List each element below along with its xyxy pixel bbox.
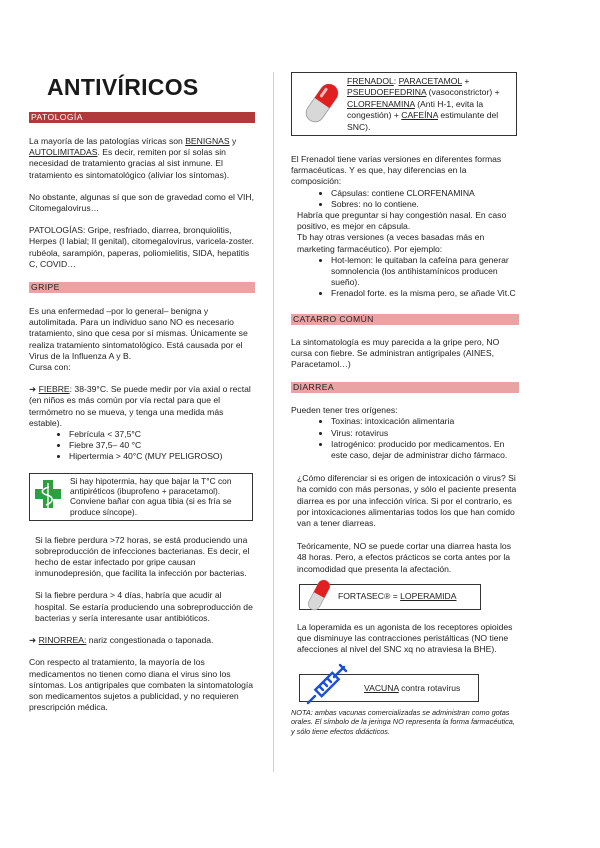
paragraph-catarro: La sintomatología es muy parecida a la gripe pero, NO cursa con fiebre. Se administran antigripales (AINES, Paracetamol…): [291, 336, 500, 370]
paragraph-frenadol-versiones: El Frenadol tiene varias versiones en diferentes formas farmacéuticas. Y es que, hay diferencias en la composición:: [291, 154, 502, 187]
section-header-diarrea: DIARREA: [291, 382, 519, 393]
paracetamol-term: PARACETAMOL: [398, 76, 462, 86]
page-title: ANTIVÍRICOS: [47, 74, 199, 100]
fortasec-text: FORTASEC® = LOPERAMIDA: [338, 590, 457, 601]
fortasec-box: [299, 584, 481, 610]
vacuna-text: VACUNA contra rotavirus: [364, 682, 461, 693]
paragraph-cortar-diarrea: Teóricamente, NO se puede cortar una diarrea hasta los 48 horas. Pero, a efectos prácticos se corta antes por la incomodidad que presenta la afectación.: [297, 541, 512, 574]
list-item: • Febrícula < 37,5°C: [69, 429, 255, 440]
paragraph-fiebre-72h: Si la fiebre perdura >72 horas, se está produciendo una sobreproducción de infecciones bacterianas. Es decir, el hecho de estar infectado por gripe causan inmunodepresión, que facilita la infección por bacterias.: [35, 534, 250, 579]
pseudoefedrina-term: PSEUDOEFEDRINA: [347, 87, 427, 98]
frenadol-forms-list: [291, 188, 519, 210]
paragraph-fiebre: ➜ FIEBRE: 38-39°C. Se puede medir por vía axial o rectal (en niños es más común por vía rectal para que el termómetro no se mueva, y tenga una medida más estable).: [29, 384, 251, 428]
list-item: • Fiebre 37,5– 40 °C: [69, 440, 255, 451]
paragraph-fiebre-4dias: Si la fiebre perdura > 4 días, habría que acudir al hospital. Se estaría produciendo una sobreproducción de bacterias y sería interesante usar antibióticos.: [35, 590, 253, 623]
vacuna-term: VACUNA: [364, 682, 399, 693]
rinorrea-term: RINORREA:: [38, 635, 87, 646]
paragraph-loperamida: La loperamida es un agonista de los receptores opioides que disminuye las contracciones peristálticas (NO tiene afecciones al nivel del SNC xq no atraviesa la BHE).: [297, 621, 513, 655]
nota-vacunas: NOTA: ambas vacunas comercializadas se administran como gotas orales. El símbolo de la jeringa NO representa la forma farmacéutica, y sólo tiene efectos didácticos.: [291, 707, 515, 736]
clorfenamina-term: CLORFENAMINA: [347, 98, 415, 109]
section-header-catarro: CATARRO COMÚN: [291, 314, 519, 325]
left-column: [29, 70, 255, 713]
fiebre-list: [29, 429, 255, 463]
cafeina-term: CAFEÍNA: [401, 110, 439, 121]
paragraph-congestion: Habría que preguntar si hay congestión nasal. En caso positivo, es mejor en cápsula.: [297, 210, 507, 232]
paragraph-diarrea-origenes: Pueden tener tres orígenes:: [291, 405, 398, 416]
list-item: • Cápsulas: contiene CLORFENAMINA: [331, 188, 519, 199]
diarrea-origins-list: [291, 416, 519, 461]
paragraph-gripe-intro: Es una enfermedad –por lo general– benigna y autolimitada. Para un individuo sano NO es necesario tratamiento, sino que cesa por sí mismas. Únicamente se realiza tratamiento sintomatológico. Está causada por el Virus de la Influenza A y B.: [29, 306, 248, 361]
autolimitadas-term: AUTOLIMITADAS: [29, 147, 98, 158]
pill-icon: [302, 79, 342, 127]
right-column: [291, 72, 519, 736]
vacuna-box: [299, 674, 479, 702]
paragraph-patologia-intro: La mayoría de las patologías víricas son BENIGNAS y AUTOLIMITADAS. Es decir, remiten por sí solas sin necesidad de tratamiento gracias al sist inmune. El tratamiento es sintomatológico (aliviar los síntomas).: [29, 136, 237, 180]
list-item: • Hipertermia > 40°C (MUY PELIGROSO): [69, 451, 255, 462]
paragraph-cursa-con: Cursa con:: [29, 362, 71, 373]
frenadol-term: FRENADOL: [347, 76, 394, 86]
fortasec-term: FORTASEC: [338, 590, 384, 601]
list-item: • Frenadol forte. es la misma pero, se añade Vit.C: [331, 288, 519, 299]
section-header-gripe: GRIPE: [29, 282, 255, 293]
list-item: • Virus: rotavirus: [331, 428, 519, 439]
paragraph-patologias-list: PATOLOGÍAS: Gripe, resfriado, diarrea, bronquiolitis, Herpes (I labial; II genital), citomegalovirus, varicela-zoster. rubéola, sarampión, paperas, poliomielitis, SIDA, hepatitis C, COVID…: [29, 225, 254, 269]
syringe-icon: [304, 663, 348, 707]
benignas-term: BENIGNAS: [185, 136, 230, 146]
paragraph-gravedad: No obstante, algunas sí que son de gravedad como el VIH, Citomegalovirus…: [29, 191, 255, 214]
fiebre-term: FIEBRE: [38, 384, 70, 395]
list-item: • Hot-lemon: le quitaban la cafeína para generar somnolencia (los antihistamínicos producen sueño).: [331, 255, 519, 289]
frenadol-box: [291, 72, 517, 136]
pill-icon: [306, 577, 332, 613]
list-item: • Toxinas: intoxicación alimentaria: [331, 416, 519, 427]
list-item: • Sobres: no lo contiene.: [331, 199, 519, 210]
hipotermia-text: Si hay hipotermia, hay que bajar la T°C con antipiréticos (ibuprofeno + paracetamol). Conviene bañar con agua tibia (si es fría se produce síncope).: [70, 475, 232, 517]
paragraph-diferenciar: ¿Cómo diferenciar si es origen de intoxicación o virus? Si ha comido con más personas, y sólo el paciente presenta diarrea es por una infección vírica. Si por el contrario, es por intoxicaciones alimentarias todos los que han comido van a tener diarreas.: [297, 473, 517, 529]
section-header-patologia: PATOLOGÍA: [29, 112, 255, 123]
frenadol-versions-list: [291, 255, 519, 300]
list-item: • Iatrogénico: producido por medicamentos. En este caso, dejar de administrar dicho fármaco.: [331, 439, 519, 461]
loperamida-term: LOPERAMIDA: [400, 590, 457, 601]
paragraph-rinorrea: ➜ RINORREA: nariz congestionada o taponada.: [29, 635, 214, 646]
frenadol-composition: FRENADOL: PARACETAMOL + PSEUDOEFEDRINA (vasoconstrictor) + CLORFENAMINA (Anti H-1, evita la congestión) + CAFEÍNA estimulante del SNC).: [347, 76, 500, 132]
hipotermia-box: [29, 473, 253, 521]
paragraph-otras-versiones: Tb hay otras versiones (a veces basadas más en marketing farmacéutico). Por ejemplo:: [297, 232, 485, 254]
pharmacy-cross-icon: [34, 478, 62, 514]
paragraph-tratamiento: Con respecto al tratamiento, la mayoría de los medicamentos no tienen como diana el virus sino los síntomas. Los antigripales que combaten la sintomatología son medicamentos sujetos a publicidad, y no requieren prescripción médica.: [29, 657, 254, 713]
column-divider: [273, 72, 274, 772]
